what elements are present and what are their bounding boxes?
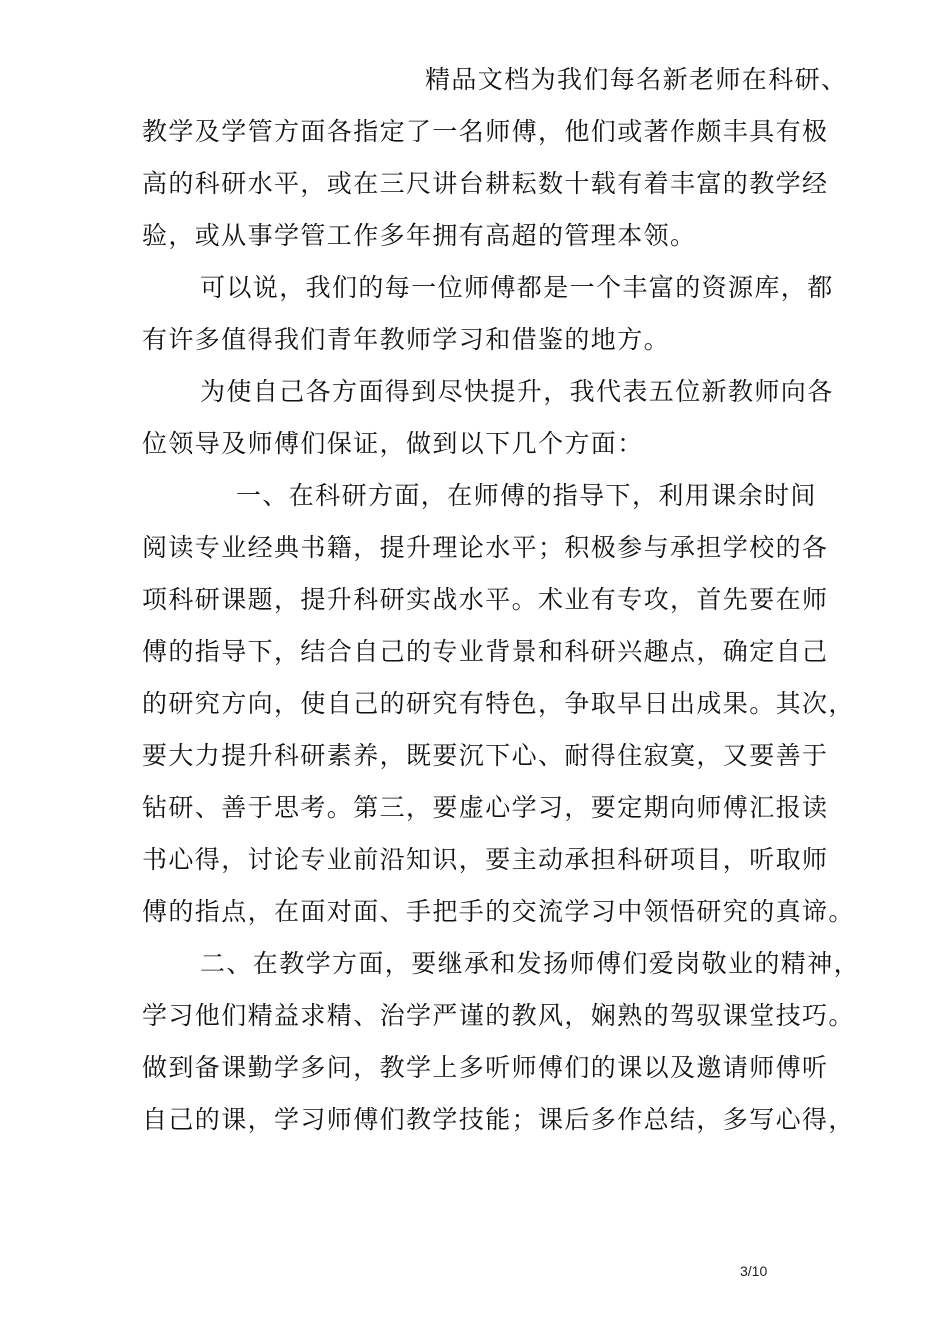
- text-line: 傅的指点，在面对面、手把手的交流学习中领悟研究的真谛。: [142, 897, 855, 926]
- text-line: 有许多值得我们青年教师学习和借鉴的地方。: [142, 325, 671, 354]
- text-line: 学习他们精益求精、治学严谨的教风，娴熟的驾驭课堂技巧。: [142, 1001, 855, 1030]
- text-line: 可以说，我们的每一位师傅都是一个丰富的资源库，都: [200, 273, 834, 302]
- page-number: 3/10: [740, 1263, 768, 1279]
- text-line: 阅读专业经典书籍，提升理论水平；积极参与承担学校的各: [142, 533, 829, 562]
- text-line: 要大力提升科研素养，既要沉下心、耐得住寂寞，又要善于: [142, 741, 829, 770]
- text-line: 一、在科研方面，在师傅的指导下，利用课余时间: [236, 481, 817, 510]
- text-line: 为使自己各方面得到尽快提升，我代表五位新教师向各: [200, 377, 834, 406]
- text-line: 位领导及师傅们保证，做到以下几个方面：: [142, 429, 644, 458]
- text-line: 教学及学管方面各指定了一名师傅，他们或著作颇丰具有极: [142, 117, 829, 146]
- text-line: 书心得，讨论专业前沿知识，要主动承担科研项目，听取师: [142, 845, 829, 874]
- text-line: 二、在教学方面，要继承和发扬师傅们爱岗敬业的精神，: [200, 949, 861, 978]
- text-line: 高的科研水平，或在三尺讲台耕耘数十载有着丰富的教学经: [142, 169, 829, 198]
- text-line: 的研究方向，使自己的研究有特色，争取早日出成果。其次，: [142, 689, 855, 718]
- text-line: 做到备课勤学多问，教学上多听师傅们的课以及邀请师傅听: [142, 1053, 829, 1082]
- text-line: 自己的课，学习师傅们教学技能；课后多作总结，多写心得，: [142, 1105, 855, 1134]
- text-line: 项科研课题，提升科研实战水平。术业有专攻，首先要在师: [142, 585, 829, 614]
- text-line: 钻研、善于思考。第三，要虚心学习，要定期向师傅汇报读: [142, 793, 829, 822]
- text-line: 傅的指导下，结合自己的专业背景和科研兴趣点，确定自己: [142, 637, 829, 666]
- text-line: 验，或从事学管工作多年拥有高超的管理本领。: [142, 221, 697, 250]
- text-line: 精品文档为我们每名新老师在科研、: [425, 65, 848, 94]
